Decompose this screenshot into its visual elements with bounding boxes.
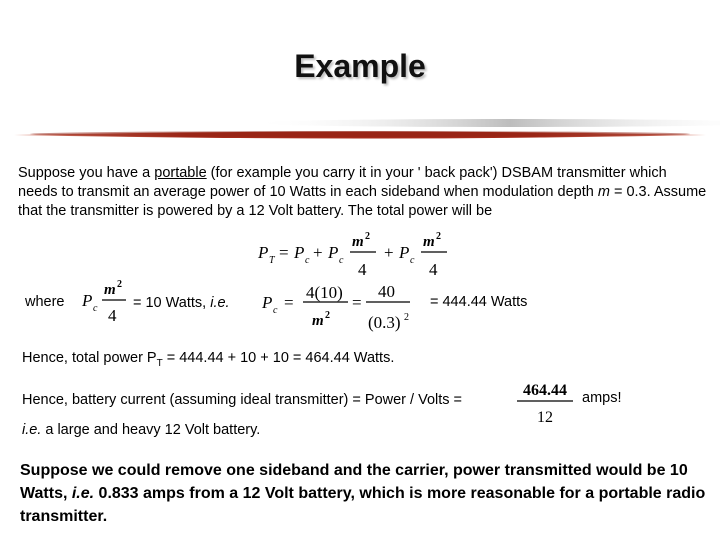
pt-symbol: P [258,243,269,262]
where-label: where [25,294,65,310]
title-divider [0,115,720,155]
svg-text:P: P [328,243,339,262]
svg-text:m: m [104,282,116,298]
total-power-line: Hence, total power $P_T = 444.44 + 10 + 10 = 464.44$ Watts. [22,350,395,369]
svg-text:P: P [262,293,273,312]
closing-paragraph: Suppose we could remove one sideband and the carrier, power transmitted would be 10 Watts, i.e. 0.833 amps from a 12 Volt battery, which is more reasonable for a portable radio transmitter. [20,462,706,525]
svg-text:+: + [313,243,323,262]
carrier-power-result: = 444.44 Watts [430,294,528,310]
svg-text:12: 12 [537,409,553,426]
battery-current-text: Hence, battery current (assuming ideal transmitter) = Power / Volts = [22,392,463,408]
sideband-power-expression [78,276,128,326]
svg-text:2: 2 [436,231,441,242]
svg-text:4(10): 4(10) [306,283,343,302]
battery-current-fraction [513,378,577,426]
intro-text-2: (for example you carry it in your ' back pack') DSBAM transmitter which needs to transmit an average power of 10 Watts in each sideband when modulation depth [18,165,667,200]
total-power-equation [250,228,460,284]
svg-text:c: c [410,255,415,266]
svg-text:c: c [305,255,310,266]
svg-text:P: P [82,291,93,310]
where-equals-text: = 10 Watts, i.e. [133,295,230,311]
svg-text:P: P [399,243,410,262]
svg-text:464.44: 464.44 [523,382,567,399]
heavy-battery-line: i.e. a large and heavy 12 Volt battery. [22,422,261,438]
svg-text:2: 2 [117,279,122,290]
svg-text:2: 2 [404,312,409,323]
svg-text:m: m [352,234,364,250]
svg-text:c: c [273,305,278,316]
amps-label: amps! [582,390,622,406]
slide-title: Example [294,48,426,84]
svg-text:+: + [384,243,394,262]
svg-text:4: 4 [108,306,117,325]
svg-text:m: m [423,234,435,250]
carrier-power-equation [258,278,428,336]
svg-text:c: c [339,255,344,266]
svg-text:4: 4 [358,260,367,279]
svg-text:=: = [279,243,289,262]
intro-text-3: = 0.3. Assume that the transmitter is powered by a 12 Volt battery. The total power will be [18,184,707,219]
svg-text:T: T [269,255,275,266]
intro-paragraph [18,164,708,221]
svg-text:c: c [93,303,98,314]
svg-text:=: = [352,293,362,312]
svg-text:2: 2 [365,231,370,242]
svg-text:4: 4 [429,260,438,279]
svg-text:=: = [284,293,294,312]
svg-text:P: P [294,243,305,262]
svg-text:2: 2 [325,310,330,321]
portable-term: portable [154,165,207,181]
svg-text:m: m [312,313,324,329]
svg-text:40: 40 [378,282,395,301]
svg-text:(0.3): (0.3) [368,313,401,332]
intro-text-1: Suppose you have a [18,165,155,181]
m-symbol: m [597,184,610,200]
